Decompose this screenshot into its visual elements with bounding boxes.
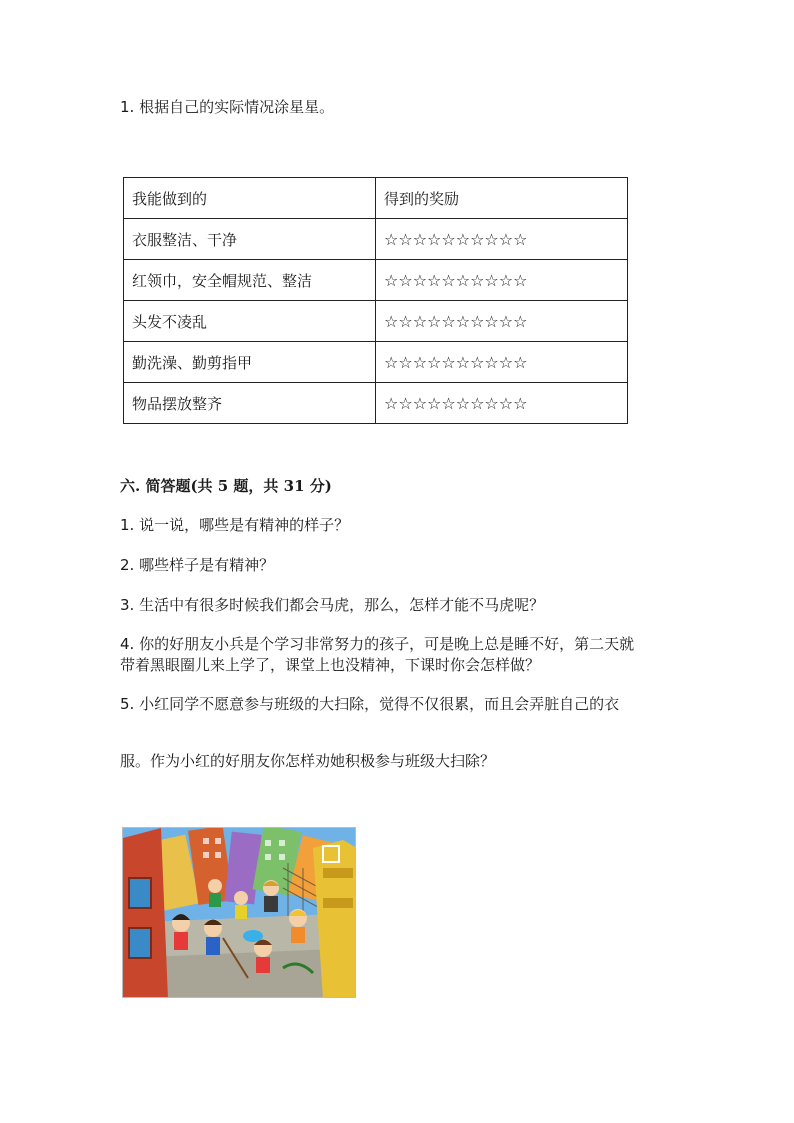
reward-table	[123, 177, 628, 424]
table-cell-item: 勤洗澡、勤剪指甲	[124, 342, 376, 383]
question-5-line-2: 服。作为小红的好朋友你怎样劝她积极参与班级大扫除？	[120, 752, 496, 770]
table-header-row	[124, 178, 628, 219]
table-cell-stars[interactable]: ☆☆☆☆☆☆☆☆☆☆	[376, 219, 628, 260]
table-header-cell: 我能做到的	[124, 178, 376, 219]
table-row	[124, 383, 628, 424]
table-row	[124, 301, 628, 342]
question-5-line-1: 5. 小红同学不愿意参与班级的大扫除，觉得不仅很累，而且会弄脏自己的衣	[120, 695, 620, 713]
question-1: 1. 说一说，哪些是有精神的样子？	[120, 516, 350, 534]
question-4-line-2: 带着黑眼圈儿来上学了，课堂上也没精神，下课时你会怎样做？	[120, 656, 541, 674]
section-title: 六. 简答题(共 5 题，共 31 分)	[120, 477, 332, 495]
table-cell-item: 头发不凌乱	[124, 301, 376, 342]
table-row	[124, 219, 628, 260]
table-cell-item: 衣服整洁、干净	[124, 219, 376, 260]
question-2: 2. 哪些样子是有精神？	[120, 556, 275, 574]
table-cell-stars[interactable]: ☆☆☆☆☆☆☆☆☆☆	[376, 383, 628, 424]
table-row	[124, 260, 628, 301]
intro-question: 1. 根据自己的实际情况涂星星。	[120, 98, 335, 116]
table-cell-stars[interactable]: ☆☆☆☆☆☆☆☆☆☆	[376, 301, 628, 342]
question-3: 3. 生活中有很多时候我们都会马虎，那么，怎样才能不马虎呢？	[120, 596, 545, 614]
cartoon-children-cleaning-image	[122, 827, 356, 998]
table-row	[124, 342, 628, 383]
table-cell-stars[interactable]: ☆☆☆☆☆☆☆☆☆☆	[376, 342, 628, 383]
table-cell-item: 红领巾，安全帽规范、整洁	[124, 260, 376, 301]
table-cell-item: 物品摆放整齐	[124, 383, 376, 424]
table-cell-stars[interactable]: ☆☆☆☆☆☆☆☆☆☆	[376, 260, 628, 301]
question-4-line-1: 4. 你的好朋友小兵是个学习非常努力的孩子，可是晚上总是睡不好，第二天就	[120, 635, 635, 653]
table-header-cell: 得到的奖励	[376, 178, 628, 219]
